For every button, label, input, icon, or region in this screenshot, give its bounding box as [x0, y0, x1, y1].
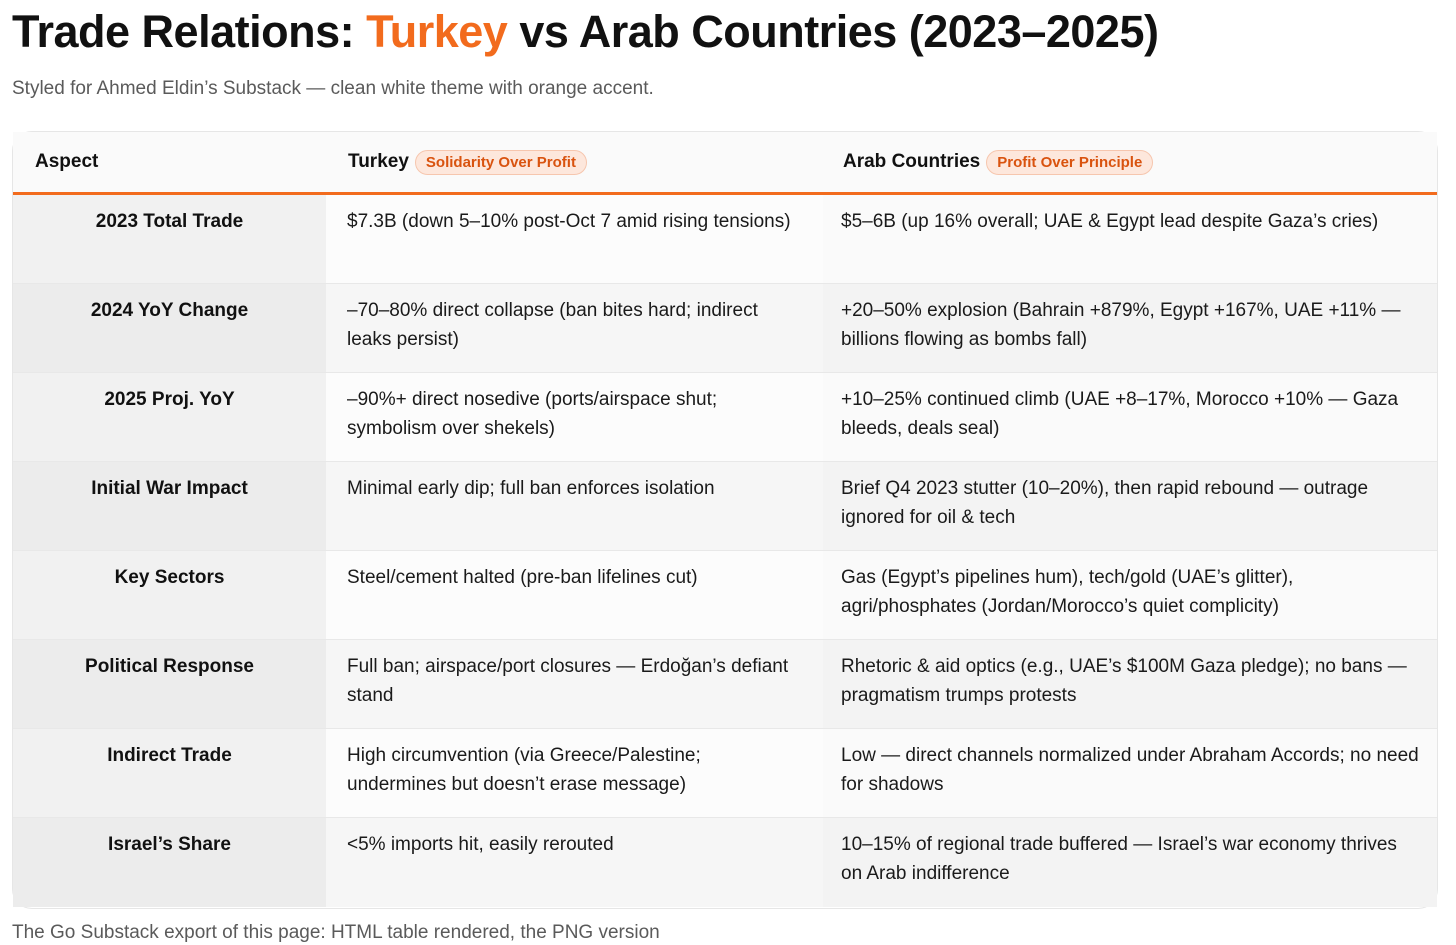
header-turkey	[326, 150, 823, 175]
footer-note: The Go Substack export of this page: HTML table rendered, the PNG version	[12, 922, 660, 943]
row-arab-cell: +10–25% continued climb (UAE +8–17%, Morocco +10% — Gaza bleeds, deals seal)	[841, 389, 1399, 439]
turkey-badge: Solidarity Over Profit	[415, 150, 587, 175]
table-row	[13, 373, 1437, 462]
row-turkey-cell: <5% imports hit, easily rerouted	[326, 818, 823, 907]
row-aspect: Key Sectors	[13, 551, 326, 639]
row-aspect: 2025 Proj. YoY	[13, 373, 326, 461]
arab-badge: Profit Over Principle	[986, 150, 1153, 175]
table-header-row	[13, 132, 1437, 195]
row-turkey-cell: Steel/cement halted (pre-ban lifelines cut)	[326, 551, 823, 639]
table-row	[13, 818, 1437, 907]
header-arab-label: Arab Countries	[843, 151, 981, 172]
row-aspect: 2024 YoY Change	[13, 284, 326, 372]
row-arab-cell: +20–50% explosion (Bahrain +879%, Egypt +167%, UAE +11% — billions flowing as bombs fall)	[841, 300, 1401, 350]
row-arab-cell: 10–15% of regional trade buffered — Israel’s war economy thrives on Arab indifference	[841, 834, 1397, 884]
row-aspect: Initial War Impact	[13, 462, 326, 550]
page-title	[12, 4, 1158, 60]
title-suffix: vs Arab Countries (2023–2025)	[507, 6, 1159, 57]
table-row	[13, 640, 1437, 729]
title-prefix: Trade Relations:	[12, 6, 367, 57]
header-turkey-label: Turkey	[348, 151, 409, 172]
table-row	[13, 195, 1437, 284]
row-arab-cell: Gas (Egypt’s pipelines hum), tech/gold (UAE’s glitter), agri/phosphates (Jordan/Morocco’s quiet complicity)	[841, 567, 1294, 617]
row-turkey-cell: $7.3B (down 5–10% post-Oct 7 amid rising tensions)	[326, 195, 823, 283]
row-arab-cell: $5–6B (up 16% overall; UAE & Egypt lead despite Gaza’s cries)	[841, 211, 1379, 232]
row-turkey-cell: –70–80% direct collapse (ban bites hard; indirect leaks persist)	[326, 284, 823, 372]
row-turkey-cell: –90%+ direct nosedive (ports/airspace shut; symbolism over shekels)	[326, 373, 823, 461]
table-body	[13, 195, 1437, 907]
header-arab	[823, 150, 1437, 175]
row-aspect: Political Response	[13, 640, 326, 728]
row-arab-cell: Low — direct channels normalized under Abraham Accords; no need for shadows	[841, 745, 1419, 795]
row-turkey-cell: High circumvention (via Greece/Palestine; undermines but doesn’t erase message)	[326, 729, 823, 817]
row-turkey-cell: Full ban; airspace/port closures — Erdoğan’s defiant stand	[326, 640, 823, 728]
row-arab-cell: Rhetoric & aid optics (e.g., UAE’s $100M Gaza pledge); no bans — pragmatism trumps protests	[841, 656, 1407, 706]
comparison-table	[12, 131, 1438, 909]
table-row	[13, 729, 1437, 818]
row-aspect: Israel’s Share	[13, 818, 326, 907]
table-row	[13, 284, 1437, 373]
page-subtitle: Styled for Ahmed Eldin’s Substack — clean white theme with orange accent.	[12, 78, 654, 99]
header-aspect: Aspect	[35, 151, 99, 172]
row-arab-cell: Brief Q4 2023 stutter (10–20%), then rapid rebound — outrage ignored for oil & tech	[841, 478, 1369, 528]
table-row	[13, 462, 1437, 551]
row-turkey-cell: Minimal early dip; full ban enforces isolation	[326, 462, 823, 550]
table-row	[13, 551, 1437, 640]
row-aspect: Indirect Trade	[13, 729, 326, 817]
row-aspect: 2023 Total Trade	[13, 195, 326, 283]
title-accent-turkey: Turkey	[366, 6, 508, 57]
